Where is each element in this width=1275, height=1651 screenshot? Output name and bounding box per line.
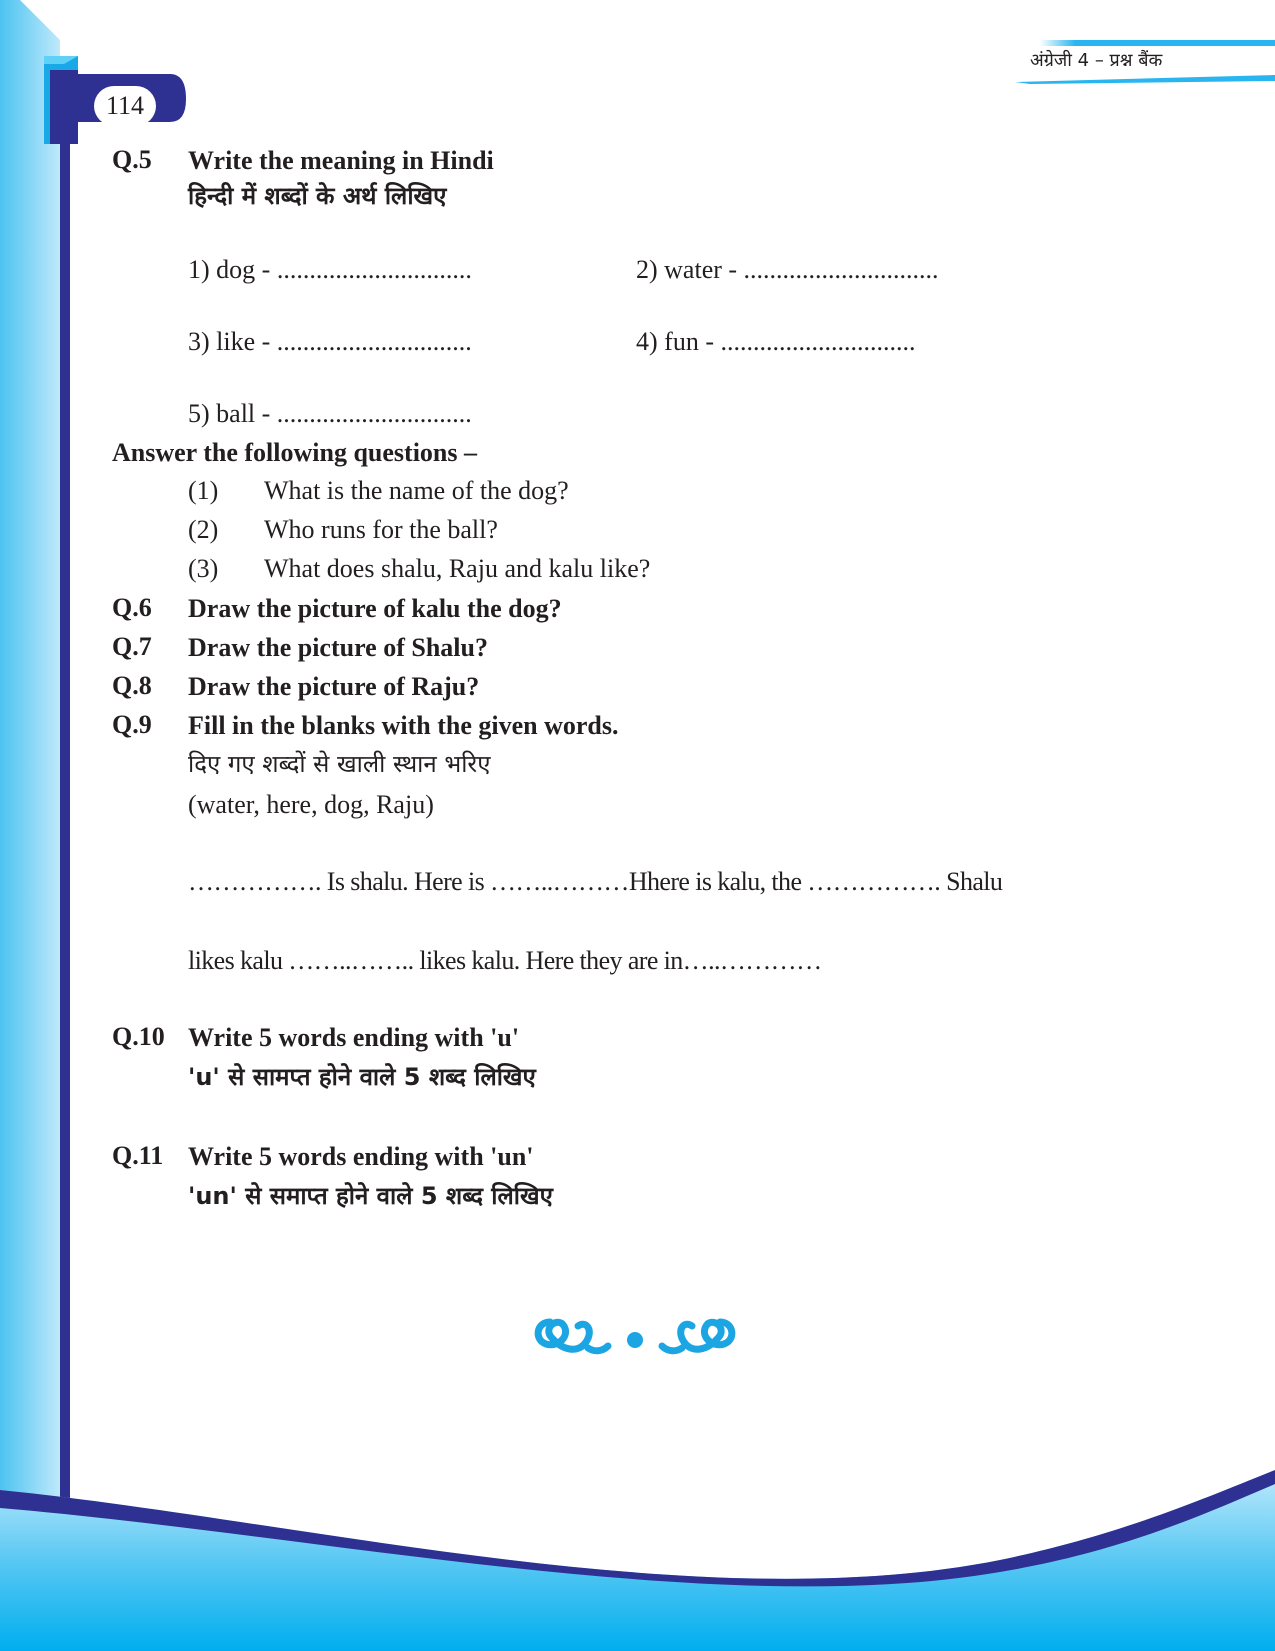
q9-title-hindi: दिए गए शब्दों से खाली स्थान भरिए <box>188 750 491 778</box>
question-number: (3) <box>188 554 219 583</box>
q9-blank-line-2: likes kalu ……..…….. likes kalu. Here they are in…..………… <box>188 946 822 975</box>
q7-number: Q.7 <box>112 632 152 661</box>
q5-item-dog: 1) dog - .............................. <box>188 255 472 284</box>
q5-item-like: 3) like - .............................. <box>188 327 472 356</box>
header-title: अंग्रेजी 4 – प्रश्न बैंक <box>1030 50 1163 71</box>
q5-title: Write the meaning in Hindi <box>188 146 494 175</box>
q8-text: Draw the picture of Raju? <box>188 672 480 701</box>
q8-number: Q.8 <box>112 671 152 700</box>
q5-item-fun: 4) fun - .............................. <box>636 327 916 356</box>
q10-title-hindi: 'u' से सामप्त होने वाले 5 शब्द लिखिए <box>188 1063 536 1091</box>
question-number: (2) <box>188 515 219 544</box>
q6-number: Q.6 <box>112 593 152 622</box>
q11-number: Q.11 <box>112 1141 164 1170</box>
decorative-divider-icon <box>530 1308 740 1364</box>
q5-number: Q.5 <box>112 145 152 174</box>
q11-title-hindi: 'un' से समाप्त होने वाले 5 शब्द लिखिए <box>188 1182 553 1210</box>
q6-text: Draw the picture of kalu the dog? <box>188 594 562 623</box>
question-text: What does shalu, Raju and kalu like? <box>264 554 651 583</box>
question-text: What is the name of the dog? <box>264 476 569 505</box>
q11-title: Write 5 words ending with 'un' <box>188 1142 534 1171</box>
page-number: 114 <box>94 86 156 126</box>
q9-number: Q.9 <box>112 710 152 739</box>
q10-number: Q.10 <box>112 1022 165 1051</box>
question-number: (1) <box>188 476 219 505</box>
q9-given-words: (water, here, dog, Raju) <box>188 790 434 819</box>
q5-item-ball: 5) ball - .............................. <box>188 399 472 428</box>
q9-title: Fill in the blanks with the given words. <box>188 711 619 740</box>
q10-title: Write 5 words ending with 'u' <box>188 1023 520 1052</box>
q5-item-water: 2) water - .............................. <box>636 255 939 284</box>
q5-title-hindi: हिन्दी में शब्दों के अर्थ लिखिए <box>188 182 447 210</box>
question-text: Who runs for the ball? <box>264 515 498 544</box>
q7-text: Draw the picture of Shalu? <box>188 633 488 662</box>
q9-blank-line-1: ……………. Is shalu. Here is ……..………Hhere is kalu, the ……………. Shalu <box>188 867 1003 896</box>
answer-heading: Answer the following questions – <box>112 438 478 467</box>
